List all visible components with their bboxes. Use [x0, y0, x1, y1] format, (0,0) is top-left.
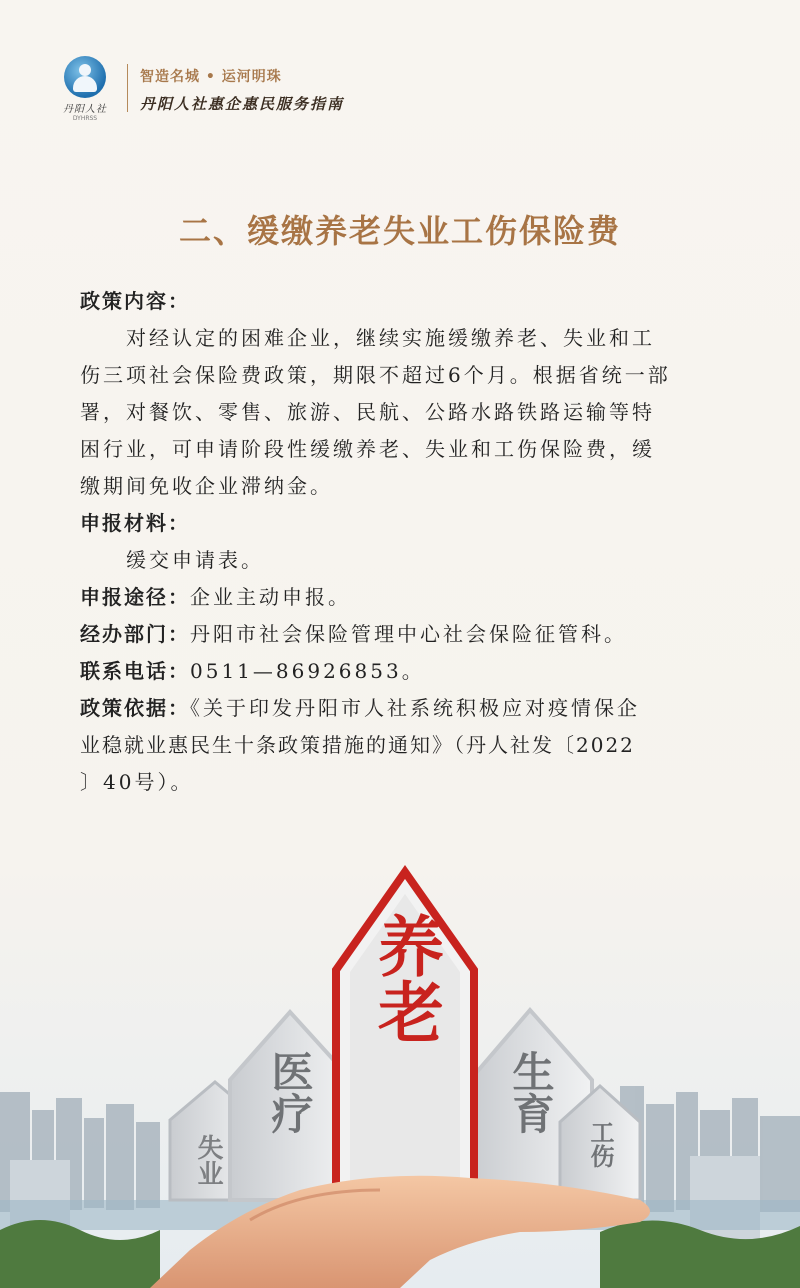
house-label: 医疗 — [265, 1050, 315, 1134]
channel-label: 申报途径： — [80, 585, 190, 609]
policy-line: 缴期间免收企业滞纳金。 — [80, 474, 333, 498]
slogan: 智造名城 • 运河明珠 — [140, 69, 282, 85]
department-label: 经办部门： — [80, 622, 190, 646]
policy-line: 困行业，可申请阶段性缓缴养老、失业和工伤保险费，缓 — [80, 437, 655, 461]
guide-title: 丹阳人社惠企惠民服务指南 — [140, 95, 345, 113]
basis-row — [80, 690, 720, 727]
policy-line: 对经认定的困难企业，继续实施缓缴养老、失业和工 — [126, 326, 655, 350]
page-title: 二、缓缴养老失业工伤保险费 — [178, 212, 621, 250]
phone-value: 0511—86926853。 — [190, 659, 425, 683]
house-label: 养老 — [366, 912, 444, 1044]
channel-row — [80, 579, 720, 616]
header-divider — [127, 64, 128, 112]
policy-line: 署，对餐饮、零售、旅游、民航、公路水路铁路运输等特 — [80, 400, 655, 424]
logo-text: 丹阳人社 — [63, 104, 107, 115]
department-row — [80, 616, 720, 653]
phone-row — [80, 653, 720, 690]
house-label: 失业 — [193, 1134, 223, 1186]
house-label: 工伤 — [586, 1120, 614, 1168]
policy-line: 伤三项社会保险费政策，期限不超过6个月。根据省统一部 — [80, 363, 671, 387]
policy-content — [80, 283, 720, 801]
materials-value: 缓交申请表。 — [126, 548, 264, 572]
logo-subtext: DYHRSS — [72, 115, 98, 122]
department-value: 丹阳市社会保险管理中心社会保险征管科。 — [190, 622, 627, 646]
phone-label: 联系电话： — [80, 659, 190, 683]
channel-value: 企业主动申报。 — [190, 585, 351, 609]
policy-label: 政策内容： — [80, 289, 190, 313]
insurance-houses-illustration — [0, 860, 800, 1288]
basis-label: 政策依据： — [80, 696, 190, 720]
basis-line: 〕40号）。 — [80, 770, 194, 794]
logo — [52, 56, 118, 124]
basis-line: 业稳就业惠民生十条政策措施的通知》（丹人社发〔2022 — [80, 733, 635, 757]
basis-line: 《关于印发丹阳市人社系统积极应对疫情保企 — [190, 696, 640, 720]
house-label: 生育 — [506, 1050, 556, 1134]
materials-label: 申报材料： — [80, 511, 190, 535]
